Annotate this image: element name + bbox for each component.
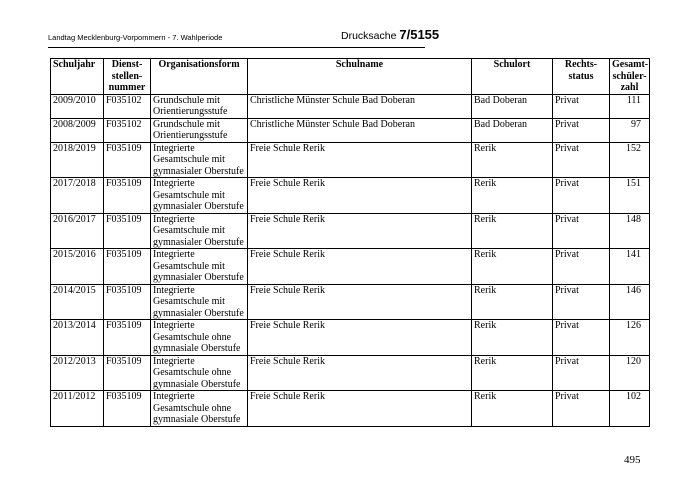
cell-rechtsstatus: Privat bbox=[553, 213, 610, 249]
table-header-row bbox=[51, 59, 650, 95]
header-drucksache bbox=[341, 27, 439, 42]
organisationsform-line: Orientierungsstufe bbox=[153, 130, 228, 141]
organisationsform-line: gymnasiale Oberstufe bbox=[153, 378, 241, 390]
column-header-line: zahl bbox=[620, 82, 639, 93]
organisationsform-line: Gesamtschule ohne bbox=[153, 367, 232, 378]
organisationsform-line: gymnasiale Oberstufe bbox=[153, 343, 241, 354]
cell-organisationsform bbox=[151, 391, 248, 427]
cell-schuljahr: 2018/2019 bbox=[51, 142, 104, 178]
organisationsform-line: Integrierte bbox=[153, 249, 195, 260]
organisationsform-line: Integrierte bbox=[153, 178, 195, 189]
column-header-line: nummer bbox=[108, 82, 146, 93]
cell-dienststellennummer: F035109 bbox=[104, 178, 151, 214]
cell-schuljahr: 2009/2010 bbox=[51, 94, 104, 118]
column-header-line: status bbox=[568, 70, 594, 82]
cell-gesamtschuelerzahl: 97 bbox=[610, 118, 650, 142]
cell-schulort: Rerik bbox=[472, 355, 553, 391]
cell-schulname: Freie Schule Rerik bbox=[248, 355, 472, 391]
cell-gesamtschuelerzahl: 148 bbox=[610, 213, 650, 249]
table-row bbox=[51, 391, 650, 427]
cell-schuljahr: 2016/2017 bbox=[51, 213, 104, 249]
cell-schulname: Freie Schule Rerik bbox=[248, 284, 472, 320]
cell-schuljahr: 2012/2013 bbox=[51, 355, 104, 391]
table-row bbox=[51, 178, 650, 214]
cell-schulort: Rerik bbox=[472, 178, 553, 214]
column-header bbox=[472, 59, 553, 95]
organisationsform-line: Integrierte bbox=[153, 213, 195, 225]
cell-dienststellennummer: F035109 bbox=[104, 249, 151, 285]
drucksache-number: 7/5155 bbox=[399, 27, 440, 42]
cell-schulort: Bad Doberan bbox=[472, 118, 553, 142]
cell-organisationsform bbox=[151, 118, 248, 142]
cell-dienststellennummer: F035102 bbox=[104, 94, 151, 118]
organisationsform-line: Gesamtschule mit bbox=[153, 225, 225, 236]
organisationsform-line: Grundschule mit bbox=[153, 94, 220, 106]
cell-dienststellennummer: F035109 bbox=[104, 284, 151, 320]
table-row bbox=[51, 249, 650, 285]
cell-organisationsform bbox=[151, 249, 248, 285]
column-header bbox=[248, 59, 472, 95]
cell-schulname: Christliche Münster Schule Bad Doberan bbox=[248, 118, 472, 142]
organisationsform-line: gymnasialer Oberstufe bbox=[153, 201, 244, 212]
column-header bbox=[151, 59, 248, 95]
cell-gesamtschuelerzahl: 120 bbox=[610, 355, 650, 391]
table-row bbox=[51, 142, 650, 178]
cell-dienststellennummer: F035109 bbox=[104, 391, 151, 427]
cell-schuljahr: 2011/2012 bbox=[51, 391, 104, 427]
cell-organisationsform bbox=[151, 178, 248, 214]
cell-organisationsform bbox=[151, 142, 248, 178]
cell-organisationsform bbox=[151, 213, 248, 249]
cell-rechtsstatus: Privat bbox=[553, 249, 610, 285]
table-row bbox=[51, 118, 650, 142]
cell-gesamtschuelerzahl: 111 bbox=[610, 94, 650, 118]
page-number: 495 bbox=[624, 454, 641, 466]
drucksache-label: Drucksache bbox=[341, 30, 397, 42]
table-body bbox=[51, 94, 650, 426]
cell-dienststellennummer: F035109 bbox=[104, 320, 151, 356]
organisationsform-line: Integrierte bbox=[153, 284, 195, 296]
cell-schuljahr: 2008/2009 bbox=[51, 118, 104, 142]
cell-schulname: Christliche Münster Schule Bad Doberan bbox=[248, 94, 472, 118]
cell-schulort: Rerik bbox=[472, 249, 553, 285]
cell-gesamtschuelerzahl: 146 bbox=[610, 284, 650, 320]
cell-schulort: Rerik bbox=[472, 213, 553, 249]
column-header-line: stellen- bbox=[111, 70, 143, 82]
organisationsform-line: Integrierte bbox=[153, 142, 195, 154]
cell-schulort: Rerik bbox=[472, 320, 553, 356]
table-row bbox=[51, 213, 650, 249]
organisationsform-line: gymnasialer Oberstufe bbox=[153, 236, 244, 248]
cell-organisationsform bbox=[151, 94, 248, 118]
column-header-line: Gesamt- bbox=[612, 59, 649, 70]
header-rule bbox=[48, 47, 425, 48]
organisationsform-line: Gesamtschule mit bbox=[153, 260, 225, 272]
cell-organisationsform bbox=[151, 284, 248, 320]
organisationsform-line: Gesamtschule mit bbox=[153, 154, 225, 165]
cell-schulname: Freie Schule Rerik bbox=[248, 320, 472, 356]
table-row bbox=[51, 284, 650, 320]
organisationsform-line: Gesamtschule ohne bbox=[153, 331, 232, 343]
organisationsform-line: gymnasialer Oberstufe bbox=[153, 165, 244, 177]
cell-gesamtschuelerzahl: 141 bbox=[610, 249, 650, 285]
cell-rechtsstatus: Privat bbox=[553, 355, 610, 391]
organisationsform-line: Orientierungsstufe bbox=[153, 106, 228, 117]
cell-dienststellennummer: F035109 bbox=[104, 213, 151, 249]
cell-schuljahr: 2015/2016 bbox=[51, 249, 104, 285]
column-header-line: schüler- bbox=[612, 70, 647, 82]
cell-schulort: Rerik bbox=[472, 284, 553, 320]
organisationsform-line: gymnasiale Oberstufe bbox=[153, 414, 241, 425]
cell-dienststellennummer: F035102 bbox=[104, 118, 151, 142]
column-header bbox=[610, 59, 650, 95]
cell-gesamtschuelerzahl: 126 bbox=[610, 320, 650, 356]
school-data-table bbox=[50, 58, 650, 427]
cell-schuljahr: 2014/2015 bbox=[51, 284, 104, 320]
cell-schuljahr: 2013/2014 bbox=[51, 320, 104, 356]
column-header-line: Schuljahr bbox=[53, 59, 96, 70]
cell-schulname: Freie Schule Rerik bbox=[248, 142, 472, 178]
organisationsform-line: Integrierte bbox=[153, 355, 195, 367]
column-header bbox=[104, 59, 151, 95]
column-header bbox=[553, 59, 610, 95]
cell-schulname: Freie Schule Rerik bbox=[248, 249, 472, 285]
cell-schulname: Freie Schule Rerik bbox=[248, 391, 472, 427]
cell-dienststellennummer: F035109 bbox=[104, 142, 151, 178]
column-header-line: Schulort bbox=[493, 59, 531, 70]
organisationsform-line: Grundschule mit bbox=[153, 118, 220, 130]
cell-organisationsform bbox=[151, 320, 248, 356]
cell-dienststellennummer: F035109 bbox=[104, 355, 151, 391]
cell-rechtsstatus: Privat bbox=[553, 284, 610, 320]
organisationsform-line: gymnasialer Oberstufe bbox=[153, 272, 244, 283]
cell-rechtsstatus: Privat bbox=[553, 94, 610, 118]
organisationsform-line: Integrierte bbox=[153, 391, 195, 402]
cell-schulort: Bad Doberan bbox=[472, 94, 553, 118]
organisationsform-line: gymnasialer Oberstufe bbox=[153, 307, 244, 319]
cell-rechtsstatus: Privat bbox=[553, 178, 610, 214]
organisationsform-line: Gesamtschule mit bbox=[153, 296, 225, 307]
header-parliament-title: Landtag Mecklenburg-Vorpommern - 7. Wahlperiode bbox=[48, 33, 223, 42]
column-header-line: Organisationsform bbox=[158, 59, 240, 70]
cell-rechtsstatus: Privat bbox=[553, 391, 610, 427]
cell-schulort: Rerik bbox=[472, 391, 553, 427]
cell-organisationsform bbox=[151, 355, 248, 391]
table-row bbox=[51, 94, 650, 118]
cell-gesamtschuelerzahl: 151 bbox=[610, 178, 650, 214]
cell-rechtsstatus: Privat bbox=[553, 118, 610, 142]
cell-schulname: Freie Schule Rerik bbox=[248, 213, 472, 249]
cell-rechtsstatus: Privat bbox=[553, 320, 610, 356]
column-header-line: Dienst- bbox=[111, 59, 143, 70]
organisationsform-line: Gesamtschule mit bbox=[153, 189, 225, 201]
cell-schulname: Freie Schule Rerik bbox=[248, 178, 472, 214]
organisationsform-line: Gesamtschule ohne bbox=[153, 402, 232, 414]
cell-schuljahr: 2017/2018 bbox=[51, 178, 104, 214]
cell-rechtsstatus: Privat bbox=[553, 142, 610, 178]
organisationsform-line: Integrierte bbox=[153, 320, 195, 331]
table-row bbox=[51, 355, 650, 391]
cell-gesamtschuelerzahl: 102 bbox=[610, 391, 650, 427]
cell-schulort: Rerik bbox=[472, 142, 553, 178]
column-header-line: Schulname bbox=[335, 59, 384, 70]
column-header bbox=[51, 59, 104, 95]
table-row bbox=[51, 320, 650, 356]
cell-gesamtschuelerzahl: 152 bbox=[610, 142, 650, 178]
column-header-line: Rechts- bbox=[564, 59, 598, 70]
